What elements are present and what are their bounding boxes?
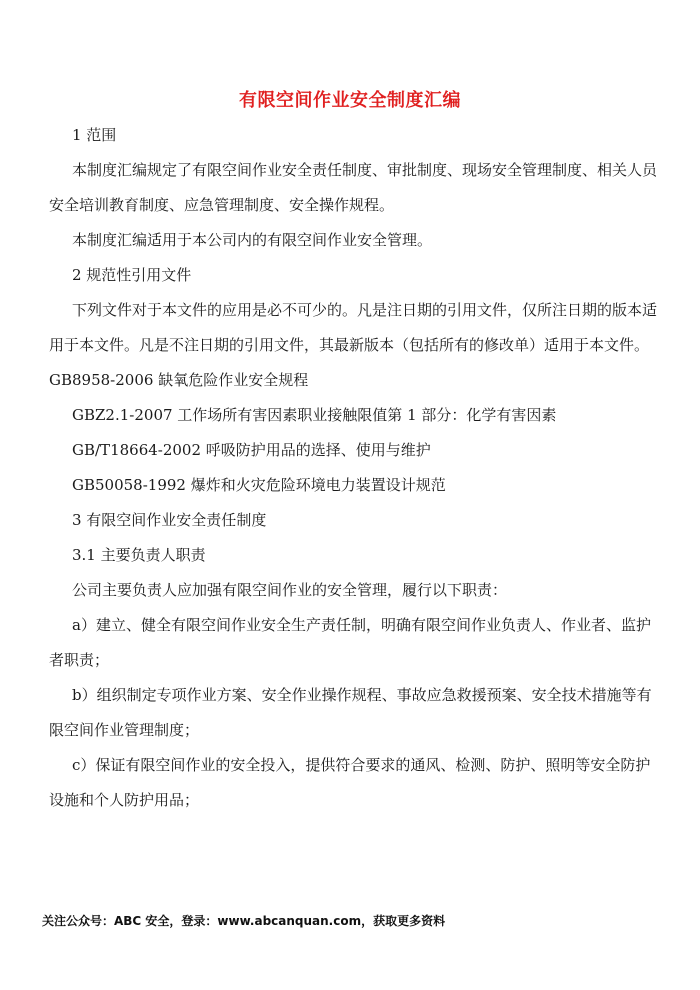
document-body xyxy=(49,118,659,818)
paragraph: GBZ2.1-2007 工作场所有害因素职业接触限值第 1 部分：化学有害因素 xyxy=(72,406,557,424)
document-title: 有限空间作业安全制度汇编 xyxy=(239,90,461,111)
paragraph: a）建立、健全有限空间作业安全生产责任制，明确有限空间作业负责人、作业者、监护者职责； xyxy=(49,616,651,669)
paragraph: 3 有限空间作业安全责任制度 xyxy=(72,511,267,529)
paragraph: 3.1 主要负责人职责 xyxy=(72,546,206,564)
paragraph: 下列文件对于本文件的应用是必不可少的。凡是注日期的引用文件，仅所注日期的版本适用于本文件。凡是不注日期的引用文件，其最新版本（包括所有的修改单）适用于本文件。 GB8958-2006 缺氧危险作业安全规程 xyxy=(49,301,658,389)
paragraph: GB/T18664-2002 呼吸防护用品的选择、使用与维护 xyxy=(72,441,431,459)
paragraph: c）保证有限空间作业的安全投入，提供符合要求的通风、检测、防护、照明等安全防护设施和个人防护用品； xyxy=(49,756,651,809)
paragraph: 1 范围 xyxy=(72,126,117,144)
paragraph: 本制度汇编适用于本公司内的有限空间作业安全管理。 xyxy=(72,231,433,249)
paragraph: b）组织制定专项作业方案、安全作业操作规程、事故应急救援预案、安全技术措施等有限空间作业管理制度； xyxy=(49,686,652,739)
paragraph: 2 规范性引用文件 xyxy=(72,266,192,284)
paragraph: 公司主要负责人应加强有限空间作业的安全管理，履行以下职责： xyxy=(72,581,508,599)
footer-promo-text: 关注公众号：ABC 安全，登录：www.abcanquan.com，获取更多资料 xyxy=(42,914,446,928)
paragraph: GB50058-1992 爆炸和火灾危险环境电力装置设计规范 xyxy=(72,476,446,494)
paragraph: 本制度汇编规定了有限空间作业安全责任制度、审批制度、现场安全管理制度、相关人员安全培训教育制度、应急管理制度、安全操作规程。 xyxy=(49,161,658,214)
